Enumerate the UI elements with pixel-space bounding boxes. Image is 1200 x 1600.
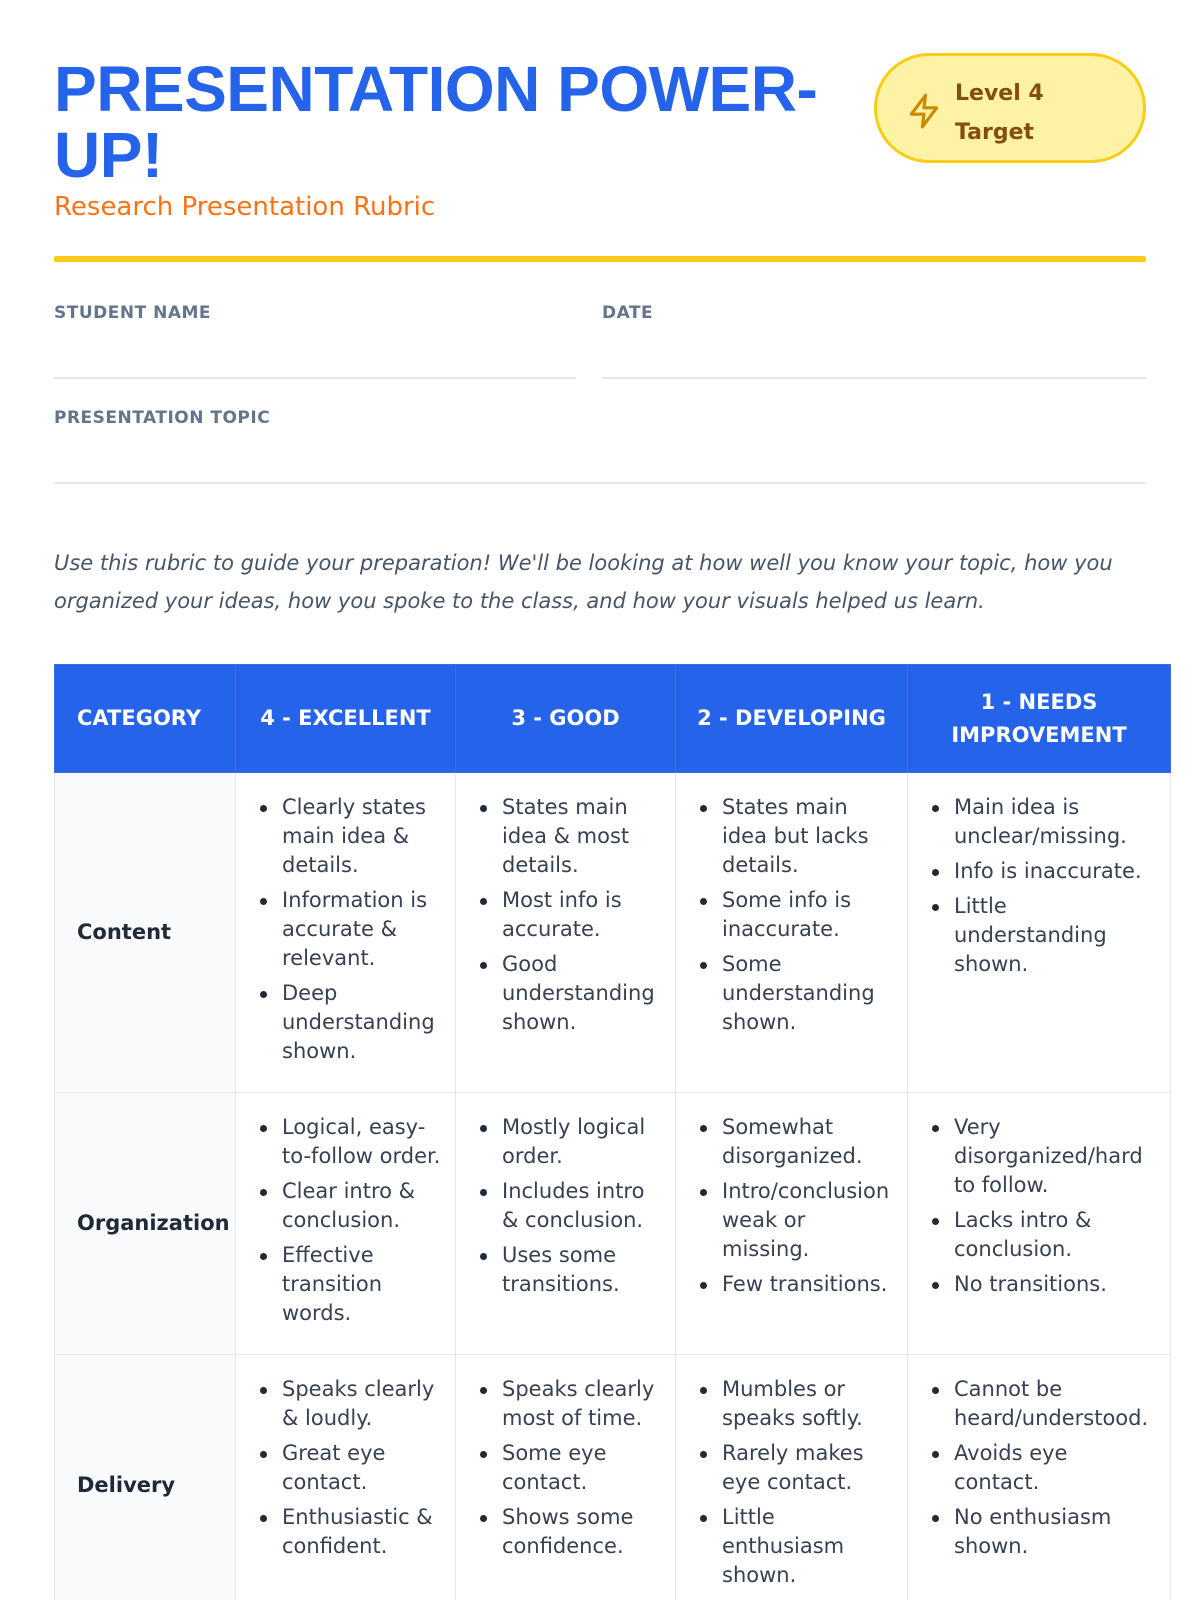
presentation-topic-field[interactable] [54, 408, 1146, 484]
list-item: Logical, easy-to-follow order. [254, 1113, 443, 1171]
date-line [602, 377, 1146, 379]
rubric-cell [908, 1355, 1171, 1600]
category-content: Content [55, 773, 236, 1093]
list-item: Most info is accurate. [474, 886, 663, 944]
list-item: Clear intro & conclusion. [254, 1177, 443, 1235]
presentation-topic-label: PRESENTATION TOPIC [54, 408, 271, 428]
list-item: Somewhat disorganized. [694, 1113, 895, 1171]
header-developing: 2 - DEVELOPING [676, 665, 908, 773]
rubric-cell [236, 1355, 456, 1600]
list-item: States main idea but lacks details. [694, 793, 895, 880]
list-item: Some info is inaccurate. [694, 886, 895, 944]
rubric-cell [908, 773, 1171, 1093]
page-title: PRESENTATION POWER-UP! [54, 53, 818, 191]
list-item: Avoids eye contact. [926, 1439, 1158, 1497]
list-item: Some understanding shown. [694, 950, 895, 1037]
list-item: Speaks clearly most of time. [474, 1375, 663, 1433]
list-item: Very disorganized/hard to follow. [926, 1113, 1158, 1200]
list-item: Little enthusiasm shown. [694, 1503, 895, 1590]
list-item: Main idea is unclear/missing. [926, 793, 1158, 851]
list-item: Mumbles or speaks softly. [694, 1375, 895, 1433]
rubric-cell [676, 1355, 908, 1600]
list-item: Lacks intro & conclusion. [926, 1206, 1158, 1264]
list-item: Speaks clearly & loudly. [254, 1375, 443, 1433]
level-target-badge [874, 53, 1146, 163]
list-item: Info is inaccurate. [926, 857, 1158, 886]
list-item: Cannot be heard/understood. [926, 1375, 1158, 1433]
table-row [55, 773, 1171, 1093]
header-excellent: 4 - EXCELLENT [236, 665, 456, 773]
header-divider [54, 256, 1146, 262]
student-name-field[interactable] [54, 303, 576, 379]
badge-target: Target [955, 120, 1035, 145]
rubric-cell [236, 773, 456, 1093]
header-category: CATEGORY [55, 665, 236, 773]
header-good: 3 - GOOD [456, 665, 676, 773]
presentation-topic-line [54, 482, 1146, 484]
date-label: DATE [602, 303, 654, 323]
list-item: Information is accurate & relevant. [254, 886, 443, 973]
category-organization: Organization [55, 1093, 236, 1355]
list-item: Rarely makes eye contact. [694, 1439, 895, 1497]
header [54, 52, 1146, 262]
student-name-line [54, 377, 576, 379]
category-delivery: Delivery [55, 1355, 236, 1600]
list-item: No transitions. [926, 1270, 1158, 1299]
list-item: Enthusiastic & confident. [254, 1503, 443, 1561]
list-item: States main idea & most details. [474, 793, 663, 880]
table-row [55, 1355, 1171, 1600]
list-item: Intro/conclusion weak or missing. [694, 1177, 895, 1264]
student-name-label: STUDENT NAME [54, 303, 212, 323]
lightning-bolt-icon [905, 91, 943, 131]
list-item: Deep understanding shown. [254, 979, 443, 1066]
rubric-cell [456, 1093, 676, 1355]
rubric-page [54, 0, 1149, 1600]
rubric-cell [456, 773, 676, 1093]
list-item: Little understanding shown. [926, 892, 1158, 979]
list-item: Good understanding shown. [474, 950, 663, 1037]
list-item: Great eye contact. [254, 1439, 443, 1497]
list-item: Mostly logical order. [474, 1113, 663, 1171]
rubric-table [54, 664, 1171, 1600]
badge-level: Level 4 [955, 81, 1044, 106]
rubric-cell [236, 1093, 456, 1355]
page-subtitle: Research Presentation Rubric [54, 192, 436, 222]
rubric-cell [676, 773, 908, 1093]
rubric-cell [908, 1093, 1171, 1355]
list-item: Effective transition words. [254, 1241, 443, 1328]
list-item: No enthusiasm shown. [926, 1503, 1158, 1561]
list-item: Few transitions. [694, 1270, 895, 1299]
list-item: Shows some confidence. [474, 1503, 663, 1561]
rubric-cell [456, 1355, 676, 1600]
rubric-header-row [55, 665, 1171, 773]
instructions-text: Use this rubric to guide your preparation! We'll be looking at how well you know your topic, how you organized your ideas, how you spoke to the class, and how your visuals helped us learn. [54, 551, 1113, 613]
date-field[interactable] [602, 303, 1146, 379]
list-item: Clearly states main idea & details. [254, 793, 443, 880]
list-item: Uses some transitions. [474, 1241, 663, 1299]
list-item: Includes intro & conclusion. [474, 1177, 663, 1235]
header-needs-improvement: 1 - NEEDS IMPROVEMENT [908, 665, 1171, 773]
list-item: Some eye contact. [474, 1439, 663, 1497]
table-row [55, 1093, 1171, 1355]
rubric-cell [676, 1093, 908, 1355]
